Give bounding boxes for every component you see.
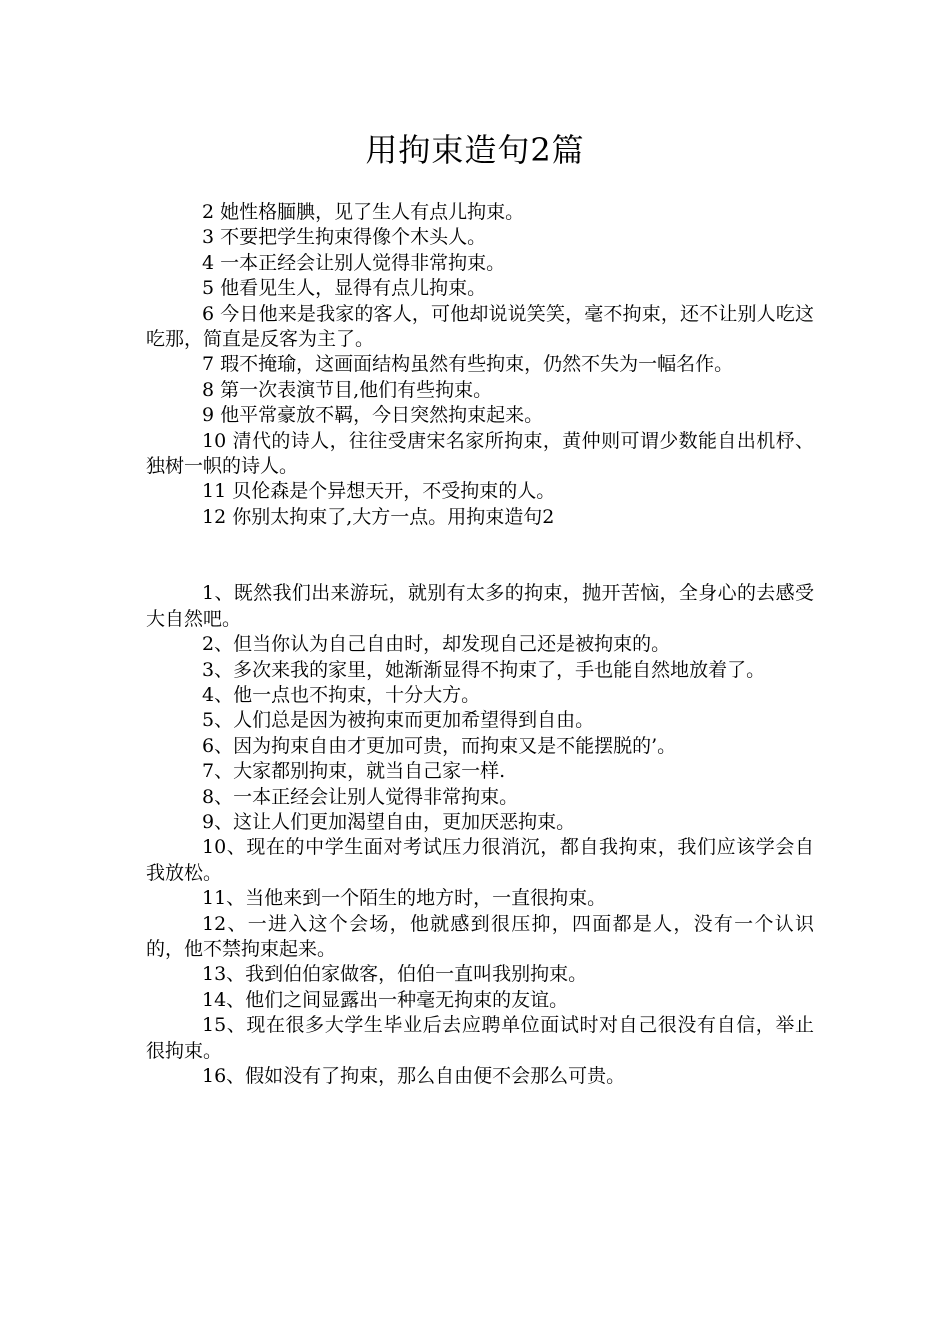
sentence-paragraph: 4 一本正经会让别人觉得非常拘束。 [202, 251, 506, 274]
sentence-paragraph: 4、他一点也不拘束，十分大方。 [202, 683, 481, 706]
sentence-paragraph: 3 不要把学生拘束得像个木头人。 [202, 226, 487, 249]
sentence-paragraph: 16、假如没有了拘束，那么自由便不会那么可贵。 [202, 1065, 626, 1087]
sentence-paragraph: 13、我到伯伯家做客，伯伯一直叫我别拘束。 [202, 963, 588, 986]
sentence-paragraph: 12、一进入这个会场，他就感到很压抑，四面都是人，没有一个认识的，他不禁拘束起来。 [146, 912, 814, 960]
sentence-paragraph: 5 他看见生人，显得有点儿拘束。 [202, 277, 487, 300]
section-2 [146, 581, 814, 1089]
sentence-paragraph: 7、大家都别拘束，就当自己家一样. [202, 760, 506, 783]
sentence-paragraph: 9、这让人们更加渴望自由，更加厌恶拘束。 [202, 810, 576, 833]
sentence-paragraph: 9 他平常豪放不羁，今日突然拘束起来。 [202, 404, 544, 427]
sentence-paragraph: 7 瑕不掩瑜，这画面结构虽然有些拘束，仍然不失为一幅名作。 [202, 353, 734, 376]
section-gap [146, 530, 814, 581]
sentence-paragraph: 11、当他来到一个陌生的地方时，一直很拘束。 [202, 887, 607, 910]
sentence-paragraph: 10 清代的诗人，往往受唐宋名家所拘束，黄仲则可谓少数能自出机杼、独树一帜的诗人。 [146, 429, 814, 478]
section-1 [146, 200, 814, 530]
sentence-paragraph: 10、现在的中学生面对考试压力很消沉，都自我拘束，我们应该学会自我放松。 [146, 836, 814, 884]
sentence-paragraph: 2、但当你认为自己自由时，却发现自己还是被拘束的。 [202, 633, 671, 656]
sentence-paragraph: 11 贝伦森是个异想天开，不受拘束的人。 [202, 480, 556, 503]
sentence-paragraph: 14、他们之间显露出一种毫无拘束的友谊。 [202, 988, 569, 1011]
sentence-paragraph: 15、现在很多大学生毕业后去应聘单位面试时对自己很没有自信，举止很拘束。 [146, 1014, 814, 1062]
sentence-paragraph: 6、因为拘束自由才更加可贵，而拘束又是不能摆脱的’。 [202, 734, 677, 757]
document-title: 用拘束造句2篇 [365, 131, 585, 169]
sentence-paragraph: 12 你别太拘束了,大方一点。用拘束造句2 [202, 505, 555, 528]
sentence-paragraph: 3、多次来我的家里，她渐渐显得不拘束了，手也能自然地放着了。 [202, 658, 766, 681]
document-body [146, 200, 814, 1089]
sentence-paragraph: 5、人们总是因为被拘束而更加希望得到自由。 [202, 709, 595, 732]
sentence-paragraph: 8 第一次表演节目,他们有些拘束。 [202, 378, 493, 401]
sentence-paragraph: 6 今日他来是我家的客人，可他却说说笑笑，毫不拘束，还不让别人吃这吃那，简直是反客为主了。 [146, 302, 814, 351]
sentence-paragraph: 8、一本正经会让别人觉得非常拘束。 [202, 785, 519, 808]
sentence-paragraph: 1、既然我们出来游玩，就别有太多的拘束，抛开苦恼，全身心的去感受大自然吧。 [146, 582, 814, 630]
sentence-paragraph: 2 她性格腼腆，见了生人有点儿拘束。 [202, 201, 525, 223]
